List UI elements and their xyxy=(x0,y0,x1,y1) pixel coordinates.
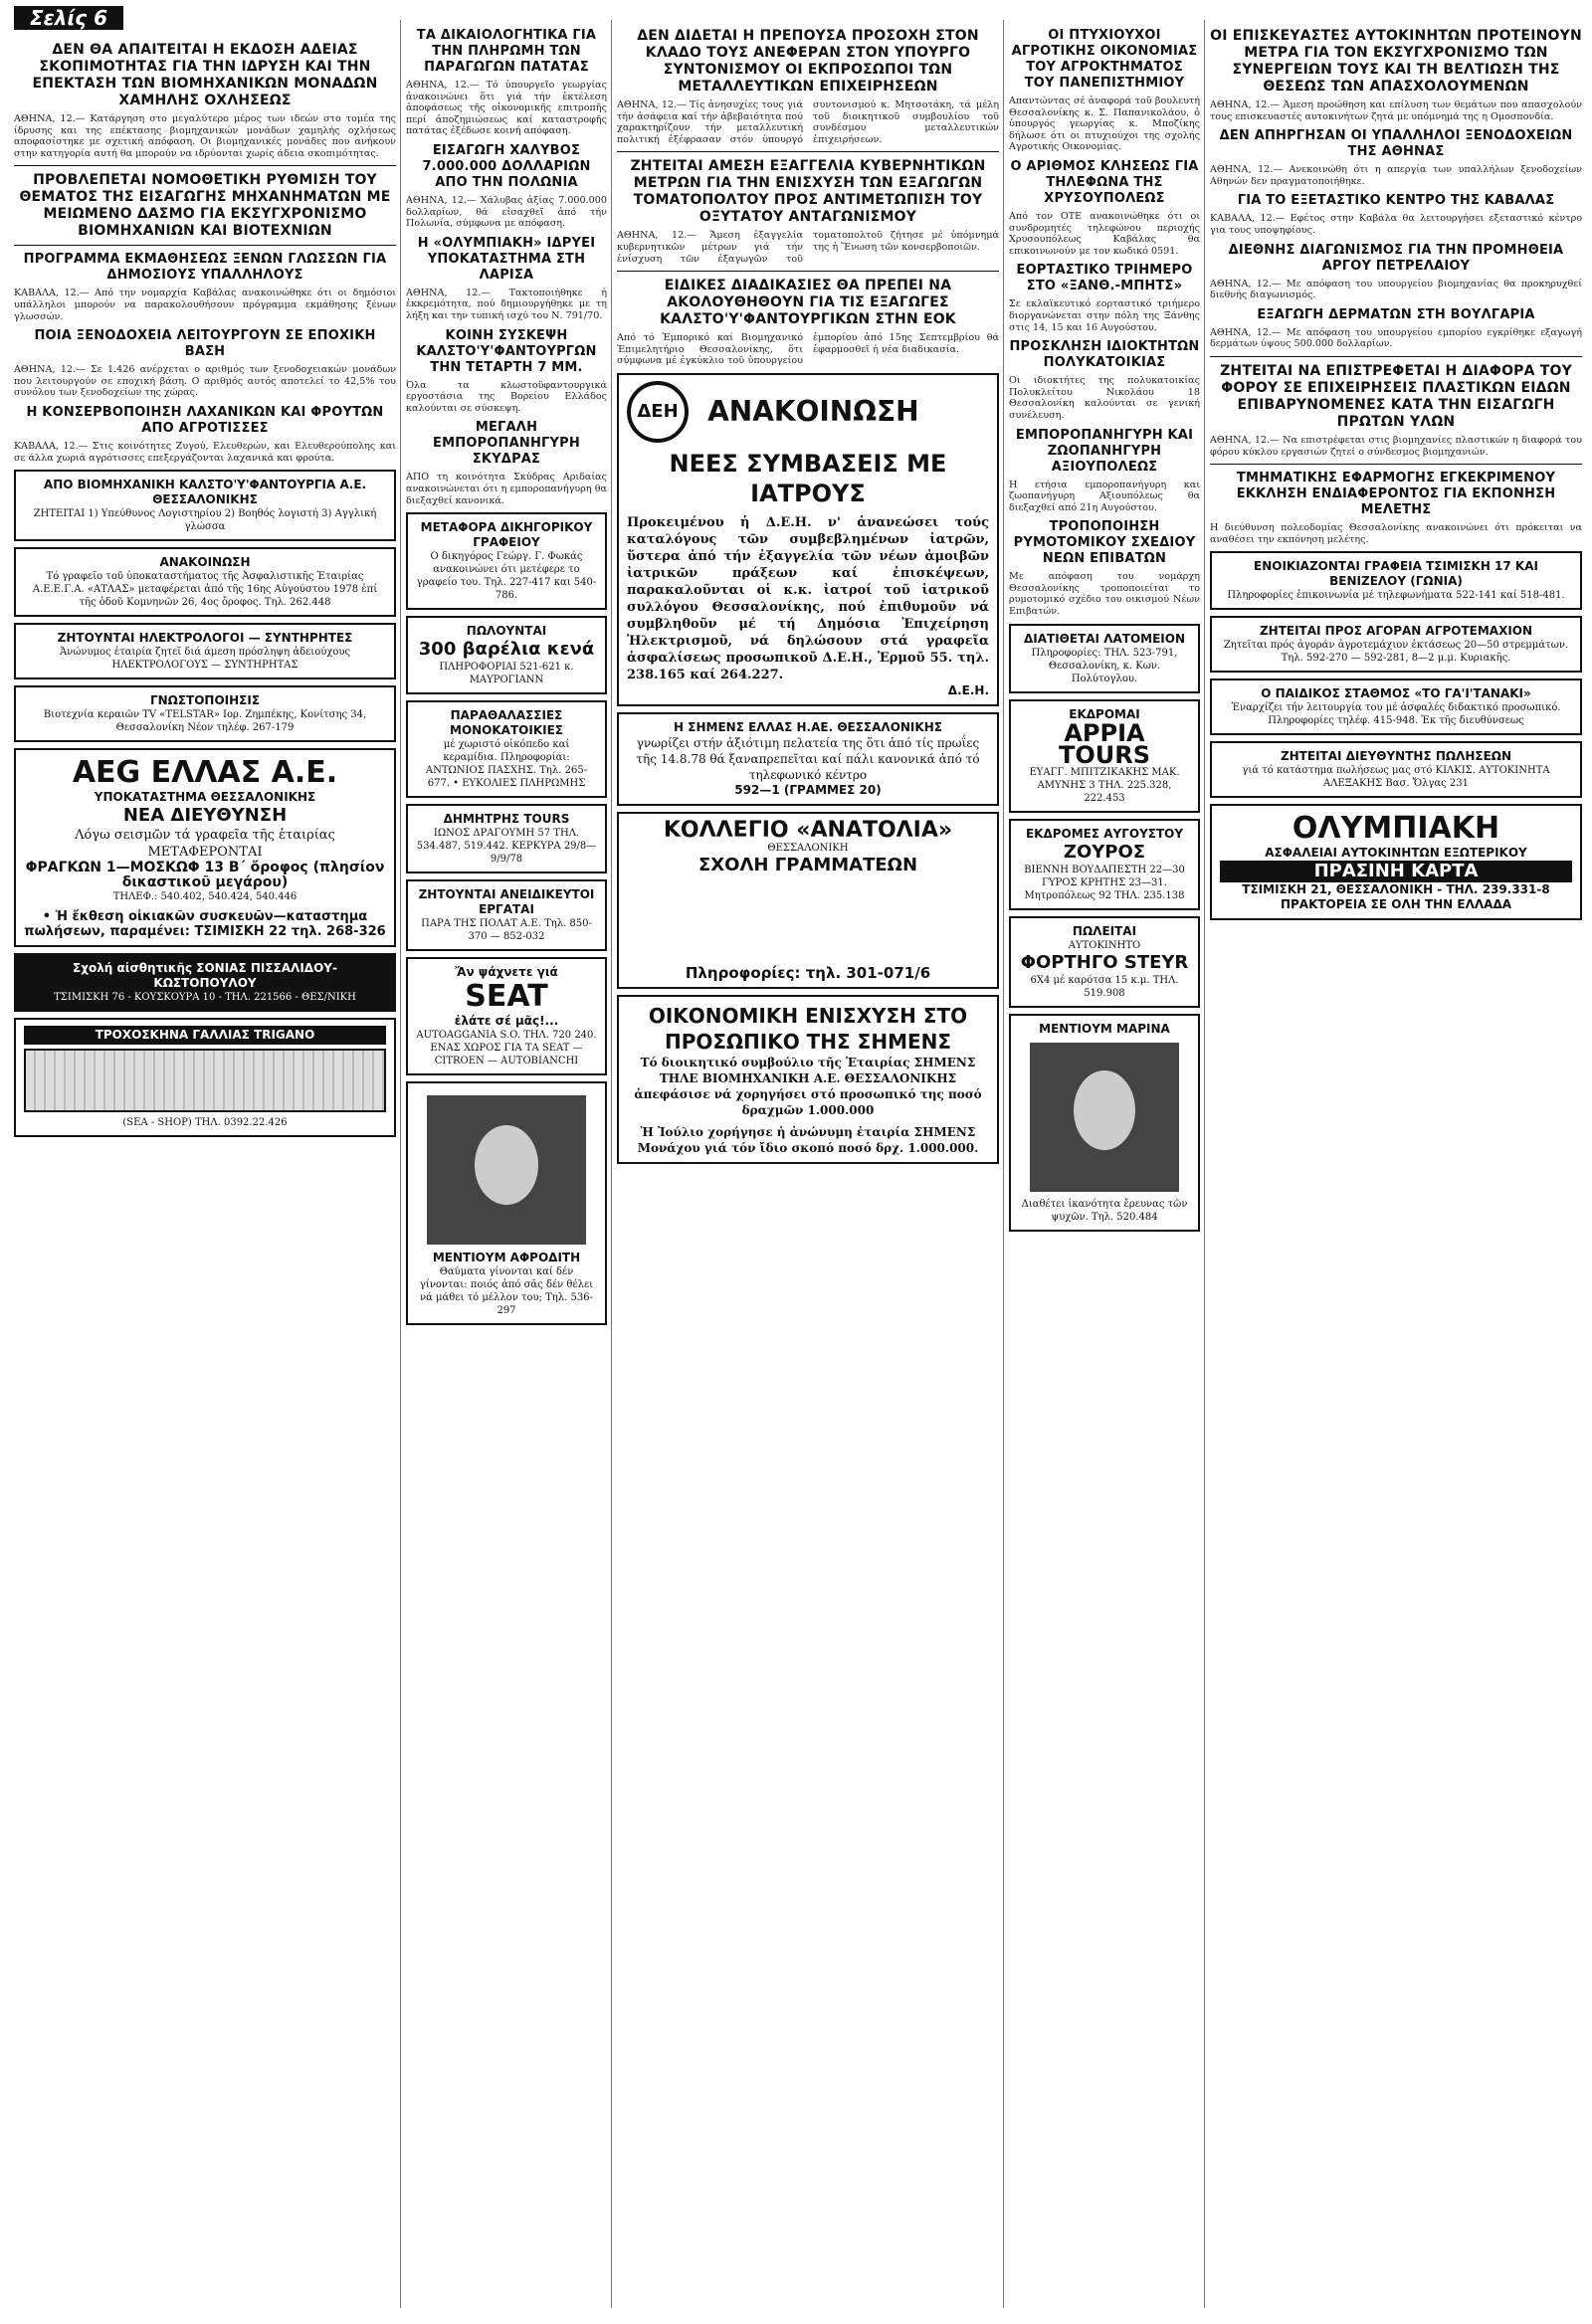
ad-text: Πληροφορίες ἐπικοινωνία μέ τηλεφωνήματα 522-141 καί 518-481. xyxy=(1227,590,1565,602)
ad-heading: ΠΩΛΕΙΤΑΙ xyxy=(1072,923,1137,938)
ad-signature: Δ.Ε.Η. xyxy=(947,682,989,697)
ad-subheading: ἐλάτε σέ μᾶς!... xyxy=(454,1014,559,1029)
classified-ad xyxy=(406,512,607,610)
ad-heading: ΖΗΤΟΥΝΤΑΙ ΗΛΕΚΤΡΟΛΟΓΟΙ — ΣΥΝΤΗΡΗΤΕΣ xyxy=(57,631,353,646)
classified-ad xyxy=(406,616,607,694)
ad-heading: Σχολή αἰσθητικῆς ΣΟΝΙΑΣ ΠΙΣΣΑΛΙΔΟΥ-ΚΩΣΤΟΠΟΥΛΟΥ xyxy=(73,961,337,991)
seat-ad xyxy=(406,957,607,1075)
article-body: ΑΘΗΝΑ, 12.— Ανεκοινώθη ότι η απεργία των υπαλλήλων ξενοδοχείων Αθηνών δεν πραγματοποιήθηκε. xyxy=(1210,164,1582,187)
ad-heading: ΔΙΑΤΙΘΕΤΑΙ ΛΑΤΟΜΕΙΟΝ xyxy=(1023,631,1185,646)
ad-text: • Ἡ ἔκθεση οἰκιακῶν συσκευῶν—καταστημα πωλήσεων, παραμένει: ΤΣΙΜΙΣΚΗ 22 τηλ. 268-326 xyxy=(24,909,386,940)
headline: ΟΙ ΕΠΙΣΚΕΥΑΣΤΕΣ ΑΥΤΟΚΙΝΗΤΩΝ ΠΡΟΤΕΙΝΟΥΝ ΜΕΤΡΑ ΓΙΑ ΤΟΝ ΕΚΣΥΓΧΡΟΝΙΣΜΟ ΤΩΝ ΣΥΝΕΡΓΕΙΩΝ ΤΟΥΣ ΚΑΙ ΤΗ ΒΕΛΤΙΩΣΗ ΤΗΣ ΘΕΣΕΩΣ ΤΩΝ ΑΠΑΣΧΟΛΟΥΜΕΝΩΝ xyxy=(1210,28,1582,95)
article-body: Με απόφαση του νομάρχη Θεσσαλονίκης τροποποιείται το ρυμοτομικό σχέδιο του οικισμού Νέων Επιβατών. xyxy=(1009,571,1200,618)
aeg-ad xyxy=(14,748,396,947)
ad-heading: Ἄν ψάχνετε γιά xyxy=(455,965,558,980)
headline: ΖΗΤΕΙΤΑΙ ΝΑ ΕΠΙΣΤΡΕΦΕΤΑΙ Η ΔΙΑΦΟΡΑ ΤΟΥ ΦΟΡΟΥ ΣΕ ΕΠΙΧΕΙΡΗΣΕΙΣ ΠΛΑΣΤΙΚΩΝ ΕΙΔΩΝ ΕΠΙΒΑΡΥΝΟΜΕΝΕΣ ΚΑΤΑ ΤΗΝ ΕΙΣΑΓΩΓΗ ΠΡΩΤΩΝ ΥΛΩΝ xyxy=(1220,362,1572,430)
face-shape xyxy=(1074,1070,1135,1150)
article-body: ΑΘΗΝΑ, 12.— Με απόφαση του υπουργείου εμπορίου εγκρίθηκε εξαγωγή δερμάτων ύψους 500.000 δολλαρίων. xyxy=(1210,326,1582,350)
column-divider xyxy=(1204,20,1205,2308)
classified-ad xyxy=(1009,624,1200,693)
ad-brand: ΖΟΥΡΟΣ xyxy=(1063,841,1146,863)
column-divider xyxy=(400,20,401,2308)
ad-brand: APPIA TOURS xyxy=(1058,718,1151,769)
ad-subheading: ΑΣΦΑΛΕΙΑΙ ΑΥΤΟΚΙΝΗΤΩΝ ΕΞΩΤΕΡΙΚΟΥ xyxy=(1265,846,1527,861)
medium-ad xyxy=(1009,1014,1200,1232)
classified-ad xyxy=(406,804,607,873)
ad-text: γιά τό κατάστημα πωλήσεως μας στό ΚΙΛΚΙΣ. ΑΥΤΟΚΙΝΗΤΑ ΑΛΕΞΑΚΗΣ Βασ. Ὄλγας 231 xyxy=(1242,765,1550,790)
beauty-school-ad xyxy=(14,953,396,1012)
divider xyxy=(617,271,999,272)
headline: ΕΙΣΑΓΩΓΗ ΧΑΛΥΒΟΣ 7.000.000 ΔΟΛΛΑΡΙΩΝ ΑΠΟ ΤΗΝ ΠΟΛΩΝΙΑ xyxy=(422,142,591,190)
portrait-photo xyxy=(1030,1043,1179,1192)
ad-text: Λόγω σεισμῶν τά γραφεῖα τῆς ἑταιρίας ΜΕΤΑΦΕΡΟΝΤΑΙ xyxy=(75,828,335,861)
face-shape xyxy=(475,1125,538,1205)
ad-text: Τό γραφεῖο τοῦ ὑποκαταστήματος τῆς Ἀσφαλιστικῆς Ἑταιρίας Α.Ε.Ε.Γ.Α. «ΑΤΛΑΣ» μεταφέρεται ἀπό τῆς 16ης Αὐγούστου 1978 ἐπί τῆς ὁδοῦ Κομνηνῶν 26, 4ος ὄροφος. Τηλ. 262.448 xyxy=(32,571,378,609)
ad-text: Θαύματα γίνονται καί δέν γίνονται: ποιός ἀπό σᾶς δέν θέλει νά μάθει τό μέλλον του; Τηλ. 536-297 xyxy=(419,1266,594,1317)
headline: Ο ΑΡΙΘΜΟΣ ΚΛΗΣΕΩΣ ΓΙΑ ΤΗΛΕΦΩΝΑ ΤΗΣ ΧΡΥΣΟΥΠΟΛΕΩΣ xyxy=(1010,158,1199,206)
ad-heading: ΝΕΑ ΔΙΕΥΘΥΝΣΗ xyxy=(122,805,288,827)
ad-heading: ΕΚΔΡΟΜΕΣ ΑΥΓΟΥΣΤΟΥ xyxy=(1025,826,1184,841)
classified-ad xyxy=(1210,678,1582,735)
ad-heading: ΟΙΚΟΝΟΜΙΚΗ ΕΝΙΣΧΥΣΗ ΣΤΟ ΠΡΟΣΩΠΙΚΟ ΤΗΣ ΣΗΜΕΝΣ xyxy=(648,1003,968,1054)
classified-ad xyxy=(1210,616,1582,673)
column-1 xyxy=(14,36,396,1143)
article-body: ΑΘΗΝΑ, 12.— Χάλυβας ἀξίας 7.000.000 δολλαρίων, θά εἰσαχθεῖ ἀπό τήν Πολωνία, σύμφωνα με απόφαση. xyxy=(406,194,607,230)
ad-heading: ΕΚΔΡΟΜΑΙ xyxy=(1069,706,1140,721)
ad-heading: ΑΠΟ ΒΙΟΜΗΧΑΝΙΚΗ ΚΑΛΣΤΟ'Υ'ΦΑΝΤΟΥΡΓΙΑ Α.Ε. ΘΕΣΣΑΛΟΝΙΚΗΣ xyxy=(43,478,367,507)
ad-title: ΣΧΟΛΗ ΓΡΑΜΜΑΤΕΩΝ xyxy=(697,854,918,875)
ad-text: ΕΥΑΓΓ. ΜΠΙΤΖΙΚΑΚΗΣ ΜΑΚ. ΑΜΥΝΗΣ 3 ΤΗΛ. 225.328, 222.453 xyxy=(1029,766,1180,804)
column-divider xyxy=(611,20,612,2308)
headline: ΖΗΤΕΙΤΑΙ ΑΜΕΣΗ ΕΞΑΓΓΕΛΙΑ ΚΥΒΕΡΝΗΤΙΚΩΝ ΜΕΤΡΩΝ ΓΙΑ ΤΗΝ ΕΝΙΣΧΥΣΗ ΤΩΝ ΕΞΑΓΩΓΩΝ ΤΟΜΑΤΟΠΟΛΤΟΥ ΠΡΟΣ ΑΝΤΙΜΕΤΩΠΙΣΗ ΤΟΥ ΟΞΥΤΑΤΟΥ ΑΝΤΑΓΩΝΙΣΜΟΥ xyxy=(630,158,986,226)
ad-heading: ΠΑΡΑΘΑΛΑΣΣΙΕΣ ΜΟΝΟΚΑΤΟΙΚΙΕΣ xyxy=(450,708,563,738)
article-body: ΑΘΗΝΑ, 12.— Ἄμεση ἐξαγγελία κυβερνητικῶν μέτρων γιά τήν ἐνίσχυση τῶν ἐξαγωγῶν τοῦ τοματοπολτοῦ ζήτησε μέ ὑπόμνημά της ἡ Ἕνωση τῶν κονσερβοποιῶν. xyxy=(617,230,999,265)
ad-heading: ΠΩΛΟΥΝΤΑΙ xyxy=(466,624,547,639)
ad-text: Ἡ Ἰούλιο χορήγησε ἡ ἀνώνυμη ἑταιρία ΣΗΜΕΝΣ Μονάχου γιά τόν ἴδιο σκοπό ποσό δρχ. 1.000.000. xyxy=(637,1124,979,1155)
article-body: Η διεύθυνση πολεοδομίας Θεσσαλονίκης ανακοινώνει ότι πρόκειται να αναθέσει την εκπόνηση μελέτης. xyxy=(1210,522,1582,545)
ad-text: Ἐναρχίζει τήν λειτουργία του μέ ἀσφαλές διδακτικό προσωπικό. Πληροφορίες τηλέφ. 415-948. Ἐκ τῆς διευθύνσεως xyxy=(1231,702,1561,727)
classified-ad xyxy=(14,685,396,742)
ad-text: Βιοτεχνία κεραιῶν TV «TELSTAR» Ιορ. Ζημπέκης, Κονίτσης 34, Θεσσαλονίκη Νέον τηλέφ. 267-179 xyxy=(43,709,367,734)
dei-announcement-ad xyxy=(617,373,999,706)
ad-heading: ΑΝΑΚΟΙΝΩΣΗ xyxy=(707,394,919,428)
ad-subheading: ΑΥΤΟΚΙΝΗΤΟ xyxy=(1068,939,1141,951)
divider xyxy=(14,165,396,166)
headline: ΤΑ ΔΙΚΑΙΟΛΟΓΗΤΙΚΑ ΓΙΑ ΤΗΝ ΠΛΗΡΩΜΗ ΤΩΝ ΠΑΡΑΓΩΓΩΝ ΠΑΤΑΤΑΣ xyxy=(416,28,597,75)
ad-text: ΙΩΝΟΣ ΔΡΑΓΟΥΜΗ 57 ΤΗΛ. 534.487, 519.442. ΚΕΡΚΥΡΑ 29/8—9/9/78 xyxy=(416,828,597,866)
classified-ad xyxy=(14,547,396,617)
ad-title: ΦΟΡΤΗΓΟ STEYR xyxy=(1020,951,1189,973)
headline: ΔΙΕΘΝΗΣ ΔΙΑΓΩΝΙΣΜΟΣ ΓΙΑ ΤΗΝ ΠΡΟΜΗΘΕΙΑ ΑΡΓΟΥ ΠΕΤΡΕΛΑΙΟΥ xyxy=(1228,242,1564,274)
ad-text: (SEA - SHOP) ΤΗΛ. 0392.22.426 xyxy=(122,1117,288,1129)
siemens-ad xyxy=(617,712,999,806)
article-body: Σε εκλαϊκευτικό εορταστικό τριήμερο διοργανώνεται στην πόλη της Ξάνθης στις 14, 15 και 16 Αυγούστου. xyxy=(1009,298,1200,333)
headline: Η ΚΟΝΣΕΡΒΟΠΟΙΗΣΗ ΛΑΧΑΝΙΚΩΝ ΚΑΙ ΦΡΟΥΤΩΝ ΑΠΟ ΑΓΡΟΤΙΣΣΕΣ xyxy=(26,404,384,436)
headline: ΕΙΔΙΚΕΣ ΔΙΑΔΙΚΑΣΙΕΣ ΘΑ ΠΡΕΠΕΙ ΝΑ ΑΚΟΛΟΥΘΗΘΟΥΝ ΓΙΑ ΤΙΣ ΕΞΑΓΩΓΕΣ ΚΑΛΣΤΟ'Υ'ΦΑΝΤΟΥΡΓΙΚΩΝ ΣΤΗΝ ΕΟΚ xyxy=(660,278,956,328)
headline: ΔΕΝ ΑΠΗΡΓΗΣΑΝ ΟΙ ΥΠΑΛΛΗΛΟΙ ΞΕΝΟΔΟΧΕΙΩΝ ΤΗΣ ΑΘΗΝΑΣ xyxy=(1219,128,1573,160)
column-divider xyxy=(1003,20,1004,2308)
article-body: ΑΠΟ τη κοινότητα Σκύδρας Αριδαίας ανακοινώνεται ότι η εμποροπανήγυρη θα διεξαχθεί κανονικά. xyxy=(406,472,607,506)
portrait-photo xyxy=(427,1095,586,1245)
ad-text: γνωρίζει στήν ἀξιότιμη πελατεία της ὅτι ἀπό τίς πρωΐες τῆς 14.8.78 θά ξαναπρεπεῖται καί πάλι κανονικά ἀπό τό τηλεφωνικό κέντρο xyxy=(636,735,980,782)
headline: ΤΡΟΠΟΠΟΙΗΣΗ ΡΥΜΟΤΟΜΙΚΟΥ ΣΧΕΔΙΟΥ ΝΕΩΝ ΕΠΙΒΑΤΩΝ xyxy=(1013,519,1196,567)
ad-title: 300 βαρέλια κενά xyxy=(418,639,595,661)
headline: ΠΟΙΑ ΞΕΝΟΔΟΧΕΙΑ ΛΕΙΤΟΥΡΓΟΥΝ ΣΕ ΕΠΟΧΙΚΗ ΒΑΣΗ xyxy=(34,328,376,360)
caravan-image xyxy=(24,1049,386,1112)
divider xyxy=(14,245,396,246)
article-body: ΑΘΗΝΑ, 12.— Να επιστρέφεται στις βιομηχανίες πλαστικών η διαφορά του φόρου κύκλου εργασιών ζητεί ο σύνδεσμος βιομηχανιών. xyxy=(1210,434,1582,458)
article-body: ΑΘΗΝΑ, 12.— Τό ὑπουργεῖο γεωργίας ἀνακοινώνει ὅτι γιά τήν ἐκτέλεση ἀποφάσεως τῆς οἰκονομικῆς επιτροπῆς περί ἀποζημιώσεως καί καταστροφῆς πατάτας ἐξέδωσε κοινή απόφαση. xyxy=(406,80,607,137)
ad-title: ΝΕΕΣ ΣΥΜΒΑΣΕΙΣ ΜΕ ΙΑΤΡΟΥΣ xyxy=(669,449,947,507)
appia-tours-ad xyxy=(1009,699,1200,813)
trigano-ad xyxy=(14,1018,396,1137)
ad-heading: ΑΝΑΚΟΙΝΩΣΗ xyxy=(159,555,251,570)
article-body: Από τό Ἐμπορικό καί Βιομηχανικό Ἐπιμελητήριο Θεσσαλονίκης, ὅτι σύμφωνα μέ ἐγκύκλιο τοῦ ὑπουργείου ἐμπορίου ἀπό 15ης Σεπτεμβρίου θά ἐφαρμοσθεῖ ἡ νέα διαδικασία. xyxy=(617,332,999,367)
ad-text: Ο δικηγόρος Γεώργ. Γ. Φωκάς ανακοινώνει ότι μετέφερε το γραφείο του. Τηλ. 227-417 και 540-786. xyxy=(416,551,597,602)
ad-text: ΠΑΡΑ ΤΗΣ ΠΟΛΑΤ Α.Ε. Τηλ. 850-370 — 852-032 xyxy=(421,918,592,943)
ad-heading: ΜΕΤΑΦΟΡΑ ΔΙΚΗΓΟΡΙΚΟΥ ΓΡΑΦΕΙΟΥ xyxy=(420,520,593,550)
ad-heading: ΖΗΤΕΙΤΑΙ ΠΡΟΣ ΑΓΟΡΑΝ ΑΓΡΟΤΕΜΑΧΙΟΝ xyxy=(1259,624,1533,639)
article-body: ΑΘΗΝΑ, 12.— Άμεση προώθηση και επίλυση των θεμάτων που απασχολούν τους επισκευαστές αυτοκινήτων ζητά με υπόμνημά της η Ομοσπονδία. xyxy=(1210,99,1582,122)
ad-text: Διαθέτει ἱκανότητα ἔρευνας τῶν ψυχῶν. Τηλ. 520.484 xyxy=(1021,1198,1188,1223)
article-body: ΑΘΗΝΑ, 12.— Κατάργηση στο μεγαλύτερο μέρος των ιδεών στο τομέα της ίδρυσης και της επέκτασης βιομηχανικών μονάδων χαμηλής οχλήσεως αποφασίστηκε με σχετική απόφαση. Οι βιομηχανικές μονάδες που ανήκουν στην κατηγορία αυτή θα μπορούν να ιδρύονται χωρίς άδεια σκοπιμότητας. xyxy=(14,113,396,159)
siemens-bonus-ad xyxy=(617,995,999,1164)
headline: ΠΡΟΒΛΕΠΕΤΑΙ ΝΟΜΟΘΕΤΙΚΗ ΡΥΘΜΙΣΗ ΤΟΥ ΘΕΜΑΤΟΣ ΤΗΣ ΕΙΣΑΓΩΓΗΣ ΜΗΧΑΝΗΜΑΤΩΝ ΜΕ ΜΕΙΩΜΕΝΟ ΔΑΣΜΟ ΓΙΑ ΕΚΣΥΓΧΡΟΝΙΣΜΟ ΒΙΟΜΗΧΑΝΙΩΝ ΚΑΙ ΒΙΟΤΕΧΝΙΩΝ xyxy=(19,172,391,240)
ad-brand: ΚΟΛΛΕΓΙΟ «ΑΝΑΤΟΛΙΑ» xyxy=(663,817,953,843)
ad-address: ΦΡΑΓΚΩΝ 1—ΜΟΣΚΩΦ 13 Β΄ ὄροφος (πλησίον δικαστικοῦ μεγάρου) xyxy=(25,860,385,891)
classified-ad xyxy=(406,700,607,798)
steyr-ad xyxy=(1009,916,1200,1008)
classified-ad xyxy=(14,623,396,679)
column-4 xyxy=(1009,22,1200,1238)
headline: ΔΕΝ ΘΑ ΑΠΑΙΤΕΙΤΑΙ Η ΕΚΔΟΣΗ ΑΔΕΙΑΣ ΣΚΟΠΙΜΟΤΗΤΑΣ ΓΙΑ ΤΗΝ ΙΔΡΥΣΗ ΚΑΙ ΤΗΝ ΕΠΕΚΤΑΣΗ ΤΩΝ ΒΙΟΜΗΧΑΝΙΚΩΝ ΜΟΝΑΔΩΝ ΧΑΜΗΛΗΣ ΟΧΛΗΣΕΩΣ xyxy=(32,42,378,108)
column-3 xyxy=(617,22,999,1170)
ad-text: Ἀνώνυμος ἑταιρία ζητεῖ διά άμεση πρόσληψη ἀδειούχους ΗΛΕΚΤΡΟΛΟΓΟΥΣ — ΣΥΝΤΗΡΗΤΑΣ xyxy=(59,647,351,672)
article-body: ΚΑΒΑΛΑ, 12.— Από την νομαρχία Καβάλας ανακοινώθηκε ότι οι δημόσιοι υπάλληλοι μπορούν να παρακολουθήσουν πρόγραμμα εκμάθησης ξένων γλωσσών. xyxy=(14,288,396,322)
ad-brand: SEAT xyxy=(465,979,548,1015)
olympiaki-insurance-ad xyxy=(1210,804,1582,920)
article-body: ΚΑΒΑΛΑ, 12.— Εφέτος στην Καβάλα θα λειτουργήσει εξεταστικό κέντρο για τους υποψηφίους. xyxy=(1210,213,1582,236)
ad-text: Ζητεῖται πρός ἀγοράν ἀγροτεμάχιον ἐκτάσεως 20—50 στρεμμάτων. Τηλ. 592-270 — 592-281, 8—2 μ.μ. Κυριακῆς. xyxy=(1223,640,1569,665)
ad-heading: ΖΗΤΟΥΝΤΑΙ ΑΝΕΙΔΙΚΕΥΤΟΙ ΕΡΓΑΤΑΙ xyxy=(418,887,595,917)
article-body: Όλα τα κλωστοϋφαντουργικά εργοστάσια της Βορείου Ελλάδος καλούνται σε σύσκεψη. xyxy=(406,379,607,414)
divider xyxy=(1210,356,1582,357)
ad-text: 6Χ4 μέ καρότσα 15 κ.μ. ΤΗΛ. 519.908 xyxy=(1030,974,1179,999)
ad-text: AUTOAGGANIA S.O. ΤΗΛ. 720 240. ΕΝΑΣ ΧΩΡΟΣ ΓΙΑ ΤΑ SEAT — CITROEN — AUTOBIANCHI xyxy=(416,1030,597,1067)
ad-heading: ΜΕΝΤΙΟΥΜ ΜΑΡΙΝΑ xyxy=(1039,1021,1170,1036)
article-body: Απαντώντας σέ ἀναφορά τοῦ βουλευτή Θεσσαλονίκης κ. Σ. Παπανικολάου, ὁ ὑπουργός γεωργίας κ. Μποζίκης δήλωσε ότι οι πτυχιούχοι της σχολής Αγροτικής Οικονομίας. xyxy=(1009,96,1200,153)
ad-text: ΖΗΤΕΙΤΑΙ 1) Υπεύθυνος Λογιστηρίου 2) Βοηθός λογιστή 3) Αγγλική γλώσσα xyxy=(33,508,377,533)
headline: ΕΟΡΤΑΣΤΙΚΟ ΤΡΙΗΜΕΡΟ ΣΤΟ «ΞΑΝΘ.-ΜΠΗΤΣ» xyxy=(1016,263,1193,294)
ad-text: Τό διοικητικό συμβούλιο τῆς Ἑταιρίας ΣΗΜΕΝΣ ΤΗΛΕ ΒΙΟΜΗΧΑΝΙΚΗ Α.Ε. ΘΕΣΣΑΛΟΝΙΚΗΣ ἀπεφάσισε νά χορηγήσει στό προσωπικό της ποσό δραχμῶν 1.000.000 xyxy=(634,1055,982,1117)
divider xyxy=(1210,464,1582,465)
article-body: ΑΘΗΝΑ, 12.— Τακτοποιήθηκε ἡ ἐκκρεμότητα, πού δημιουργήθηκε με τη λήξη και την τυπική ισχύ του Ν. 791/70. xyxy=(406,287,607,321)
zouros-ad xyxy=(1009,819,1200,910)
medium-ad xyxy=(406,1081,607,1325)
dei-logo: ΔΕΗ xyxy=(627,381,689,443)
ad-heading: Ο ΠΑΙΔΙΚΟΣ ΣΤΑΘΜΟΣ «ΤΟ ΓΑ'Ι'ΤΑΝΑΚΙ» xyxy=(1261,686,1531,701)
ad-phone: 592—1 (ΓΡΑΜΜΕΣ 20) xyxy=(734,782,882,797)
ad-text: ΒΙΕΝΝΗ ΒΟΥΔΑΠΕΣΤΗ 22—30 ΓΥΡΟΣ ΚΡΗΤΗΣ 23—31. Μητροπόλεως 92 ΤΗΛ. 235.138 xyxy=(1024,864,1185,901)
headline: ΕΜΠΟΡΟΠΑΝΗΓΥΡΗ ΚΑΙ ΖΩΟΠΑΝΗΓΥΡΗ ΑΞΙΟΥΠΟΛΕΩΣ xyxy=(1015,427,1194,475)
ad-phone: ΤΗΛΕΦ.: 540.402, 540.424, 540.446 xyxy=(112,891,298,903)
article-body: ΚΑΒΑΛΑ, 12.— Στις κοινότητες Ζυγού, Ελευθερών, και Ελευθερούπολης και σε άλλα χωριά αγρότισσες επεξεργάζονται λαχανικά και φρούτα. xyxy=(14,440,396,464)
article-body: Από τον ΟΤΕ ανακοινώθηκε ότι οι συνδρομητές τηλεφώνου περιοχής Χρυσουπόλεως Καβάλας θα επικοινωνούν με τον κωδικό 0591. xyxy=(1009,210,1200,257)
ad-subheading: ΘΕΣΣΑΛΟΝΙΚΗ xyxy=(767,842,849,854)
anatolia-college-ad xyxy=(617,812,999,989)
classified-ad xyxy=(1210,741,1582,798)
ad-brand: ΟΛΥΜΠΙΑΚΗ xyxy=(1292,811,1500,847)
ad-text: ΠΛΗΡΟΦΟΡΙΑΙ 521-621 κ. ΜΑΥΡΟΓΙΑΝΝ xyxy=(439,662,574,686)
classified-ad xyxy=(14,470,396,541)
ad-heading: ΓΝΩΣΤΟΠΟΙΗΣΙΣ xyxy=(149,693,261,708)
article-body: ΑΘΗΝΑ, 12.— Σε 1.426 ανέρχεται ο αριθμός των ξενοδοχειακών μονάδων που λειτουργούν σε εποχική βάση. Ο αριθμός αυτός αποτελεί το 42,5% του συνόλου των ξενοδοχείων της χώρας. xyxy=(14,364,396,399)
article-body: ΑΘΗΝΑ, 12.— Τίς ἀνησυχίες τους γιά τήν ἀσάφεια καί τήν ἀβεβαιότητα πού χαρακτηρίζουν τήν μεταλλευτική πολιτική ἐξέφρασαν στόν ὑπουργό συντονισμού κ. Μητσοτάκη, τά μέλη τοῦ διοικητικοῦ συμβουλίου τοῦ συνδέσμου μεταλλευτικών ἐπιχειρήσεων. xyxy=(617,99,999,145)
ad-text: Πληροφορίες: ΤΗΛ. 523-791, Θεσσαλονίκη, κ. Κων. Πολύτογλου. xyxy=(1031,647,1178,684)
headline: ΠΡΟΣΚΛΗΣΗ ΙΔΙΟΚΤΗΤΩΝ ΠΟΛΥΚΑΤΟΙΚΙΑΣ xyxy=(1009,339,1200,371)
classified-ad xyxy=(406,879,607,951)
ad-text: μέ χωριστό οἰκόπεδο καί κεραμίδια. Πληροφορίαι: ΑΝΤΩΝΙΟΣ ΠΑΣΧΗΣ. Τηλ. 265-677. • ΕΥΚΟΛΙΕΣ ΠΛΗΡΩΜΗΣ xyxy=(425,739,588,790)
ad-heading: ΔΗΜΗΤΡΗΣ TOURS xyxy=(443,812,570,827)
ad-heading: ΖΗΤΕΙΤΑΙ ΔΙΕΥΘΥΝΤΗΣ ΠΩΛΗΣΕΩΝ xyxy=(1280,749,1512,764)
headline: Η «ΟΛΥΜΠΙΑΚΗ» ΙΔΡΥΕΙ ΥΠΟΚΑΤΑΣΤΗΜΑ ΣΤΗ ΛΑΡΙΣΑ xyxy=(417,235,596,283)
ad-title: ΠΡΑΣΙΝΗ ΚΑΡΤΑ xyxy=(1220,861,1572,882)
ad-text: Προκειμένου ἡ Δ.Ε.Η. ν' ἀνανεώσει τούς καταλόγους τῶν συμβεβλημένων ἰατρῶν, ὕστερα ἀπό τήν ἐξαγγελία τῶν νέων ἀμοιβῶν ἰατρικῶν πράξεων καί ἐπισκέψεων, παρακαλοῦνται οἱ κ.κ. ἰατροί τοῦ ἰατρικοῦ συλλόγου Θεσσαλονίκης, πού ἐπιθυμοῦν νά συμβληθοῦν μέ τή Δημόσια Ἐπιχείρηση Ἠλεκτρισμοῦ, νά δηλώσουν στά γραφεῖα ἀσφαλίσεως προσωπικοῦ Δ.Ε.Η., Ἐρμοῦ 55. τηλ. 238.165 καί 264.227. xyxy=(627,514,989,682)
headline: ΠΡΟΓΡΑΜΜΑ ΕΚΜΑΘΗΣΕΩΣ ΞΕΝΩΝ ΓΛΩΣΣΩΝ ΓΙΑ ΔΗΜΟΣΙΟΥΣ ΥΠΑΛΛΗΛΟΥΣ xyxy=(23,252,387,284)
ad-heading: ΤΡΟΧΟΣΚΗΝΑ ΓΑΛΛΙΑΣ TRIGANO xyxy=(24,1026,386,1045)
article-body: ΑΘΗΝΑ, 12.— Με απόφαση του υπουργείου βιομηχανίας θα προκηρυχθεί διεθνής διαγωνισμός. xyxy=(1210,278,1582,301)
ad-phone: Πληροφορίες: τηλ. 301-071/6 xyxy=(685,963,931,982)
ad-heading: ΕΝΟΙΚΙΑΖΟΝΤΑΙ ΓΡΑΦΕΙΑ ΤΣΙΜΙΣΚΗ 17 ΚΑΙ ΒΕΝΙΖΕΛΟΥ (ΓΩΝΙΑ) xyxy=(1254,559,1538,589)
ad-fine-print xyxy=(627,876,989,966)
ad-heading: Η ΣΗΜΕΝΣ ΕΛΛΑΣ Η.ΑΕ. ΘΕΣΣΑΛΟΝΙΚΗΣ xyxy=(674,719,942,734)
ad-brand: AEG ΕΛΛΑΣ Α.Ε. xyxy=(72,755,338,791)
article-body: Η ετήσια εμποροπανήγυρη και ζωοπανήγυρη Αξιουπόλεως θα διεξαχθεί από 21η Αυγούστου. xyxy=(1009,479,1200,513)
headline: ΔΕΝ ΔΙΔΕΤΑΙ Η ΠΡΕΠΟΥΣΑ ΠΡΟΣΟΧΗ ΣΤΟΝ ΚΛΑΔΟ ΤΟΥΣ ΑΝΕΦΕΡΑΝ ΣΤΟΝ ΥΠΟΥΡΓΟ ΣΥΝΤΟΝΙΣΜΟΥ ΟΙ ΕΚΠΡΟΣΩΠΟΙ ΤΩΝ ΜΕΤΑΛΛΕΥΤΙΚΩΝ ΕΠΙΧΕΙΡΗΣΕΩΝ xyxy=(637,28,979,95)
headline: ΕΞΑΓΩΓΗ ΔΕΡΜΑΤΩΝ ΣΤΗ ΒΟΥΛΓΑΡΙΑ xyxy=(1257,306,1535,322)
ad-text: ΤΣΙΜΙΣΚΗ 76 - ΚΟΥΣΚΟΥΡΑ 10 - ΤΗΛ. 221566 - ΘΕΣ/ΝΙΚΗ xyxy=(54,992,356,1004)
headline: ΓΙΑ ΤΟ ΕΞΕΤΑΣΤΙΚΟ ΚΕΝΤΡΟ ΤΗΣ ΚΑΒΑΛΑΣ xyxy=(1237,193,1555,209)
headline: ΚΟΙΝΗ ΣΥΣΚΕΨΗ ΚΑΛΣΤΟ'Υ'ΦΑΝΤΟΥΡΓΩΝ ΤΗΝ ΤΕΤΑΡΤΗ 7 ΜΜ. xyxy=(416,327,597,375)
headline: ΟΙ ΠΤΥΧΙΟΥΧΟΙ ΑΓΡΟΤΙΚΗΣ ΟΙΚΟΝΟΜΙΑΣ ΤΟΥ ΑΓΡΟΚΤΗΜΑΤΟΣ ΤΟΥ ΠΑΝΕΠΙΣΤΗΜΙΟΥ xyxy=(1011,28,1198,91)
divider xyxy=(617,151,999,152)
ad-heading: ΜΕΝΤΙΟΥΜ ΑΦΡΟΔΙΤΗ xyxy=(432,1251,581,1265)
column-5 xyxy=(1210,22,1582,926)
article-body: Οι ιδιοκτήτες της πολυκατοικίας Πολυκλείτου Νικολάου 18 Θεσσαλονίκη καλούνται σε γενική συνέλευση. xyxy=(1009,375,1200,421)
ad-subheading: ΥΠΟΚΑΤΑΣΤΗΜΑ ΘΕΣΣΑΛΟΝΙΚΗΣ xyxy=(94,790,316,805)
headline: ΜΕΓΑΛΗ ΕΜΠΟΡΟΠΑΝΗΓΥΡΗ ΣΚΥΔΡΑΣ xyxy=(433,420,580,468)
column-2 xyxy=(406,22,607,1331)
headline: ΤΜΗΜΑΤΙΚΗΣ ΕΦΑΡΜΟΓΗΣ ΕΓΚΕΚΡΙΜΕΝΟΥ ΕΚΚΛΗΣΗ ΕΝΔΙΑΦΕΡΟΝΤΟΣ ΓΙΑ ΕΚΠΟΝΗΣΗ ΜΕΛΕΤΗΣ xyxy=(1236,471,1556,518)
page-number-masthead: Σελίς 6 xyxy=(14,6,123,30)
ad-text: ΤΣΙΜΙΣΚΗ 21, ΘΕΣΣΑΛΟΝΙΚΗ - ΤΗΛ. 239.331-8 ΠΡΑΚΤΟΡΕΙΑ ΣΕ ΟΛΗ ΤΗΝ ΕΛΛΑΔΑ xyxy=(1242,882,1550,912)
classified-ad xyxy=(1210,551,1582,610)
